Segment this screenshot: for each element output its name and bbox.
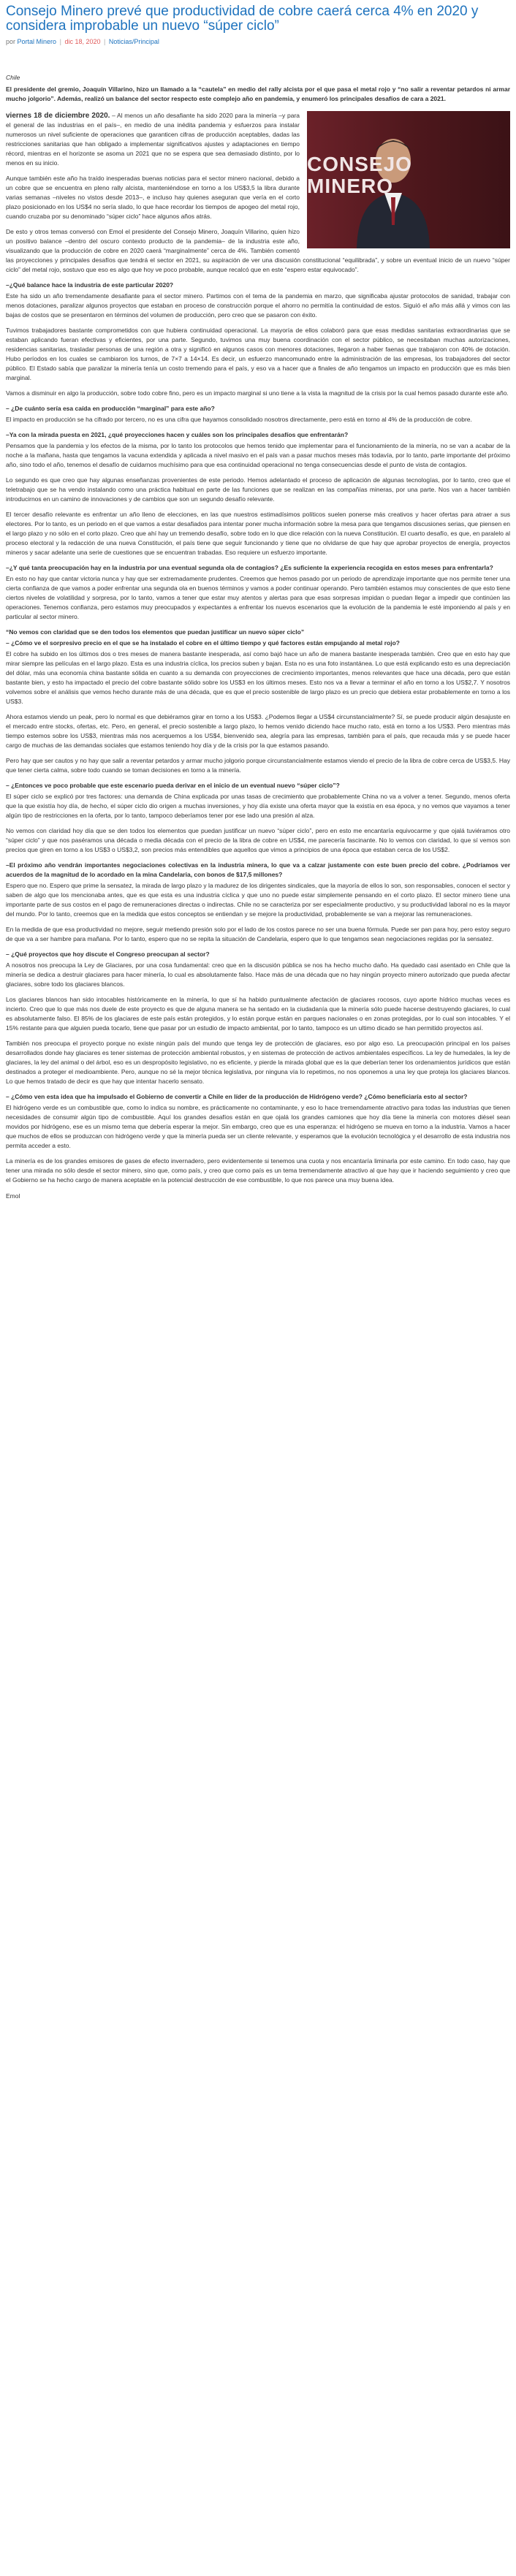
- dateline: viernes 18 de diciembre 2020.: [6, 112, 110, 120]
- country-tag: Chile: [6, 74, 20, 81]
- answer: El cobre ha subido en los últimos dos o tres meses de manera bastante inesperada, así como bajó hace un año de manera bastante inesperada también. Creo que en esto hay que mirar siempre las películas en el largo plazo. Esta es una industria cíclica, los precios suben y bajan. Esta no es una foto instantánea. Lo que está explicando esto es una depreciación del dólar, más una economía china bastante sólida en cuanto a su demanda con proyecciones de crecimiento importantes, menos relevantes que hace una década, pero que están bastante bien, y esto ha impactado el precio del cobre bastante sólido sobre los US$3 en los últimos meses. Esto nos va a llevar a terminar el año en torno a los US$2,7. Y nosotros volvemos sobre el análisis que vemos hecho durante más de una década, que es que el precio sostenible de largo plazo es un precio que debiera estar probablemente en torno a los US$3.: [6, 650, 510, 705]
- paragraph: viernes 18 de diciembre 2020. – Al menos un año desafiante ha sido 2020 para la minería –y para el general de las industrias en el país–, en medio de una inédita pandemia y esfuerzos para instalar numerosos un nivel suficiente de operaciones que garanticen cifras de producción aceptables, dadas las restricciones sanitarias que han obligado a implementar significativos ajustes y adaptaciones en tiempo récord, mientras en el horizonte se asoma un 2021 que no se espera que sea demasiado distinto, por lo menos en su inicio.: [6, 112, 300, 167]
- question: – ¿Cómo ve el sorpresivo precio en el que se ha instalado el cobre en el último tiempo y qué factores están empujando al metal rojo?: [6, 639, 400, 647]
- answer: Ahora estamos viendo un peak, pero lo normal es que debiéramos girar en torno a los US$3. ¿Podemos llegar a US$4 circunstancialmente? Sí, se puede producir algún desajuste en el mercado entre stocks, ofertas, etc. Pero, en general, el precio sostenible a largo plazo, lo hemos venido diciendo hace mucho rato, está en torno a los US$3. Pero mientras más tiempo estemos sobre los US$3, mientras más nos acerquemos a los US$4, bienvenido sea, alegría para las empresas, también para el país, que recauda más y se puede hacer cargo de muchas de las demandas sociales que estamos teniendo hoy día y de la crisis por la que estamos pasando.: [6, 713, 510, 749]
- article-signature: Emol: [6, 1192, 20, 1200]
- article-title: Consejo Minero prevé que productividad de cobre caerá cerca 4% en 2020 y considera improbable un nuevo “súper ciclo”: [6, 4, 479, 34]
- answer: El súper ciclo se explicó por tres factores: una demanda de China explicada por unas tasas de crecimiento que probablemente China no va a volver a tener. Segundo, menos oferta que la que existía hoy día, de hecho, el súper ciclo dio origen a muchas inversiones, y hoy día existe una oferta mayor que la existía en esa época, y no vemos que vayamos a tener algún tipo de restricciones en la oferta, por lo tanto, tampoco deberíamos tener por ese lado una presión al alza.: [6, 793, 510, 819]
- meta-separator: |: [59, 38, 61, 45]
- question: –El próximo año vendrán importantes negociaciones colectivas en la industria minera, lo que va a calzar justamente con este buen precio del cobre. ¿Podríamos ver acuerdos de la magnitud de lo acordado en la mina Candelaria, con bonos de $17,5 millones?: [6, 861, 510, 878]
- article-lead: El presidente del gremio, Joaquín Villarino, hizo un llamado a la “cautela” en medio del rally alcista por el que pasa el metal rojo y “no salir a reventar petardos ni armar mucho jolgorio”. Además, realizó un balance del sector respecto este complejo año en pandemia, y enumeró los principales desafíos de cara a 2021.: [6, 85, 510, 102]
- question: – ¿De cuánto sería esa caída en producción “marginal” para este año?: [6, 405, 215, 412]
- answer: Espero que no. Espero que prime la sensatez, la mirada de largo plazo y la madurez de los dirigentes sindicales, que la mayoría de ellos lo son, son responsables, conocen el sector y saben de algo que los mencionaba antes, que es que esta es una industria cíclica y que uno no puede estar simplemente pensando en el corto plazo. El sector minero tiene una importante parte de sus costos en el pago de remuneraciones directas o indirectas. Chile no se caracteriza por ser especialmente productivo, y su productividad laboral no es la mayor del mundo. Por lo tanto, creemos que en la medida que estos conceptos se entiendan y se mejore la productividad, probablemente se van a mejorar las remuneraciones.: [6, 882, 510, 918]
- question: – ¿Qué proyectos que hoy discute el Congreso preocupan al sector?: [6, 950, 210, 958]
- by-label: por: [6, 38, 16, 45]
- article: [6, 0, 510, 1207]
- answer: A nosotros nos preocupa la Ley de Glaciares, por una cosa fundamental: creo que en la discusión pública se nos ha hecho mucho daño. Ha quedado casi asentado en Chile que la minería se dedica a destruir glaciares para hacer minería, lo cual es absolutamente falso. Hace más de una década que no hay ningún proyecto minero autorizado que pueda afectar glaciares, sobre todo los glaciares blancos.: [6, 961, 510, 988]
- answer: Pero hay que ser cautos y no hay que salir a reventar petardos y armar mucho jolgorio porque circunstancialmente estamos viendo el precio de la libra de cobre cerca de US$3,5. Hay que tener cierta calma, sobre todo cuando se toman decisiones en torno a la minería.: [6, 757, 510, 774]
- consejo-minero-logo: CONSEJO MINERO: [307, 153, 412, 197]
- answer: Vamos a disminuir en algo la producción, sobre todo cobre fino, pero es un impacto marginal si uno tiene a la vista la magnitud de la crisis por la cual hemos pasado durante este año.: [6, 389, 509, 397]
- article-meta: [6, 38, 510, 45]
- answer: Tuvimos trabajadores bastante comprometidos con que hubiera continuidad operacional. La mayoría de ellos colaboró para que esas medidas sanitarias extraordinarias que se estaban aplicando fueran efectivas y eficientes, por una parte. Segundo, tuvimos una muy buena coordinación con el sector público, se necesitaban muchas autorizaciones, residencias sanitarias, trasladar personas de una región a otra y significó en algunos casos con menores dotaciones, llegaron a haber faenas que trabajaron con 40% de dotación. Hubo períodos en los cuales se cambiaron los turnos, de 7×7 a 14×14. Es decir, un esfuerzo mancomunado entre la administración de las empresas, los trabajadores del sector público. El Estado sabía que paralizar la minería tenía un costo tremendo para el país, y eso va a hacer que a finales de año tengamos un impacto en producción que es más bien marginal.: [6, 327, 510, 381]
- question: –Ya con la mirada puesta en 2021, ¿qué proyecciones hacen y cuáles son los principales desafíos que enfrentarán?: [6, 431, 349, 438]
- answer: Los glaciares blancos han sido intocables históricamente en la minería, lo que sí ha habido puntualmente afectación de glaciares rocosos, cuyo aporte hídrico muchas veces es incierto. Creo que lo que más nos duele de este proyecto es que de alguna manera se ha sentado en la ciudadanía que la minería sólo puede hacerse destruyendo glaciares, lo cual es absolutamente falso. El 85% de los glaciares de este país están protegidos, y lo están porque están en parques nacionales o en zonas protegidas, por lo cual son intocables. Y el 15% restante para que alguien pueda tocarlo, tiene que pasar por un estudio de impacto ambiental, por lo tanto, tampoco es un ultimo dicado se han permitido proyectos así.: [6, 996, 510, 1032]
- question: –¿Qué balance hace la industria de este particular 2020?: [6, 281, 174, 289]
- category-link[interactable]: Noticias/Principal: [108, 38, 159, 45]
- author-link[interactable]: Portal Minero: [17, 38, 57, 45]
- paragraph: De esto y otros temas conversó con Emol el presidente del Consejo Minero, Joaquín Villarino, quien hizo un positivo balance –dentro del oscuro contexto producto de la pandemia– de la industria este año, visualizando que la producción de cobre en 2020 caerá “marginalmente” cerca de 4%. También comentó las proyecciones y principales desafíos que tendrá el sector en 2021, su aspiración de ver una discusión constitucional “equilibrada”, y sobre un eventual inicio de un nuevo “súper ciclo” del metal rojo, sostuvo que eso es algo que hoy ve poco probable, aunque recalcó que en este “espero estar equivocado”.: [6, 228, 510, 273]
- answer: También nos preocupa el proyecto porque no existe ningún país del mundo que tenga ley de protección de glaciares, eso por algo eso. La preocupación principal en los países desarrollados donde hay glaciares es tener sistemas de protección ambiental robustos, y en sistemas de protección de activos ambientales específicos. La ley de humedales, la ley de glaciares, la ley del animal o del árbol, eso es un despropósito legislativo, no es eficiente, y pierde la mirada global que es la que deberían tener los ordenamientos jurídicos que están destinados a proteger el medioambiente. Pero, aunque no sé la mejor técnica legislativa, por ninguna vía lo repetimos, no nos oponemos a una ley que proteja los glaciares blancos. Lo que hemos tratado de decir es que hay que intentar hacerlo sensato.: [6, 1040, 510, 1085]
- subheading: “No vemos con claridad que se den todos los elementos que puedan justificar un nuevo súper ciclo”: [6, 628, 305, 636]
- answer: Este ha sido un año tremendamente desafiante para el sector minero. Partimos con el tema de la pandemia en marzo, que significaba ajustar protocolos de sanidad, trabajar con menos dotaciones, paralizar algunos proyectos que estaban en proceso de construcción porque el ahorro no permitía la continuidad de estos. Siguió el año más allá y vimos con las bajas de costos que se presentaron en términos del volumen de producción, pero creo que se pasaron con éxito.: [6, 292, 510, 319]
- publish-date: dic 18, 2020: [64, 38, 101, 45]
- question: –¿Y qué tanta preocupación hay en la industria por una eventual segunda ola de contagios? ¿Es suficiente la experiencia recogida en estos meses para enfrentarla?: [6, 564, 493, 571]
- answer: Lo segundo es que creo que hay algunas enseñanzas provenientes de este periodo. Hemos adelantado el proceso de aplicación de algunas tecnologías, por lo tanto, creo que el teletrabajo que se ha vendo instalando como una práctica habitual en parte de las funciones que se realizan en las compañías mineras, por una parte. Nos van a hacer también introducirnos en un camino de innovaciones y de cambios que son un segundo desafío relevante.: [6, 476, 510, 503]
- question: – ¿Cómo ven esta idea que ha impulsado el Gobierno de convertir a Chile en líder de la producción de Hidrógeno verde? ¿Cómo beneficiaría esto al sector?: [6, 1093, 468, 1100]
- article-photo: [307, 111, 510, 248]
- answer: El tercer desafío relevante es enfrentar un año lleno de elecciones, en las que nuestros estimadísimos políticos suelen ponerse más creativos y hacer ofertas para atraer a sus electores. Por lo tanto, es un periodo en el que vamos a estar desafiados para intentar poner mucha información sobre la mesa para que tengamos discusiones serias, que piensen en el largo plazo y no sólo en el corto plazo. Creo que ahí hay un tremendo desafío, sobre todo en lo que dice relación con la nueva Constitución. El cuarto desafío, es que, en paralelo al proceso electoral y la redacción de una nueva Constitución, el país tiene que seguir funcionando y tiene que no olvidarse de que hay que aprobar proyectos de energía, proyectos mineros y sacar adelante una serie de cuestiones que se encuentran trabadas. Eso requiere un esfuerzo importante.: [6, 511, 510, 556]
- meta-separator: |: [104, 38, 106, 45]
- paragraph: Aunque también este año ha traído inesperadas buenas noticias para el sector minero nacional, debido a un cobre que se encuentra en pleno rally alcista, manteniéndose en torno a los US$3,5 la libra durante varias semanas –niveles no vistos desde 2013–, e incluso hay quienes aseguran que vería en el corto plazo posicionado en los US$4 no sería slado, lo que hace recordar los tiempos de apogeo del metal rojo, cuando cruzaba por su denominado “súper ciclo” hace algunos años atrás.: [6, 175, 300, 220]
- answer: Pensamos que la pandemia y los efectos de la misma, por lo tanto los protocolos que hemos tenido que implementar para el funcionamiento de la minería, no se van a acabar de la noche a la mañana, hasta que tengamos la vacuna extendida y aplicada a nivel masivo en el país van a pasar muchos meses más todavía, por lo tanto, parte importante del próximo año, sino todo el año, tenemos el desafío de cuidarnos muchísimo para que esa continuidad operacional no tenga consecuencias desde el punto de vista de contagios.: [6, 442, 510, 468]
- answer: El impacto en producción se ha cifrado por tercero, no es una cifra que hayamos consolidado nosotros directamente, pero está en torno al 4% de la producción de cobre.: [6, 416, 472, 423]
- answer: En esto no hay que cantar victoria nunca y hay que ser extremadamente prudentes. Creemos que hemos pasado por un periodo de aprendizaje importante que nos permite tener una cierta confianza de que vamos a poder enfrentar una segunda ola en buenos términos y vamos a poder continuar operando. Pero también estamos muy conscientes de que esto tiene ciertos niveles de volatilidad y sorpresa, por lo tanto, vamos a tener que estar muy atentos y alertas para que esas sorpresas impidan o puedan llegar a impedir que continúen las operaciones. Tenemos confianza, pero estamos muy preocupados y expectantes a enfrentar los nuevos escenarios que la evolución de la pandemia le esté imponiendo al país y en particular al sector minero.: [6, 575, 510, 620]
- answer: No vemos con claridad hoy día que se den todos los elementos que puedan justificar un nuevo “súper ciclo”, pero en esto me encantaría equivocarme y que ojalá tuviéramos otro “súper ciclo” y que nos paséramos una década o media década con el precio de la libra de cobre en US$4, me parecería fascinante. No lo vemos con claridad, lo que sí vemos son precios que giren en torno a los US$3 o US$3,2, son precios más entendibles que aquellos que vimos a principios de una época que estaban cerca de los US$2.: [6, 827, 510, 853]
- answer: La minería es de los grandes emisores de gases de efecto invernadero, pero evidentemente si tenemos una cuota y nos encantaría liminarla por este camino. En todo caso, hay que tener una mirada no sólo desde el sector minero, sino que, como país, y creo que como país es un tema tremendamente atractivo al que hay que ir haciendo seguimiento y creo que el Gobierno se ha hecho cargo de manera aceptable en la potencial destrucción de ese combustible, lo que nos parece una muy buena idea.: [6, 1157, 510, 1184]
- answer: En la medida de que esa productividad no mejore, seguir metiendo presión solo por el lado de los costos parece no ser una buena fórmula. Puede ser pan para hoy, pero estoy seguro de que va a ser hambre para mañana. Por lo tanto, espero que no se repita la situación de Candelaria, espero que lo que tengamos sean negociaciones regidas por la sensatez.: [6, 926, 510, 942]
- question: – ¿Entonces ve poco probable que este escenario pueda derivar en el inicio de un eventual nuevo “súper ciclo”?: [6, 782, 340, 789]
- answer: El hidrógeno verde es un combustible que, como lo indica su nombre, es prácticamente no contaminante, y eso lo hace tremendamente atractivo para todas las industrias que tienen necesidades de consumir algún tipo de combustible. Aquí los grandes desafíos están en que ojalá los grandes camiones que hoy día tiene la minería con motores diésel sean movidos por hidrógeno, ese es un mismo tema que debería esperar la mejor. Sin embargo, creo que es una esperanza: el hidrógeno se mueva en torno a la industria. Vamos a hacer que muchos de ellos se produzcan con hidrógeno verde y que la minería pueda ser un cliente relevante, y esperamos que la evolución tecnológica y el desarrollo de esta industria nos permita acceder a esto.: [6, 1104, 510, 1149]
